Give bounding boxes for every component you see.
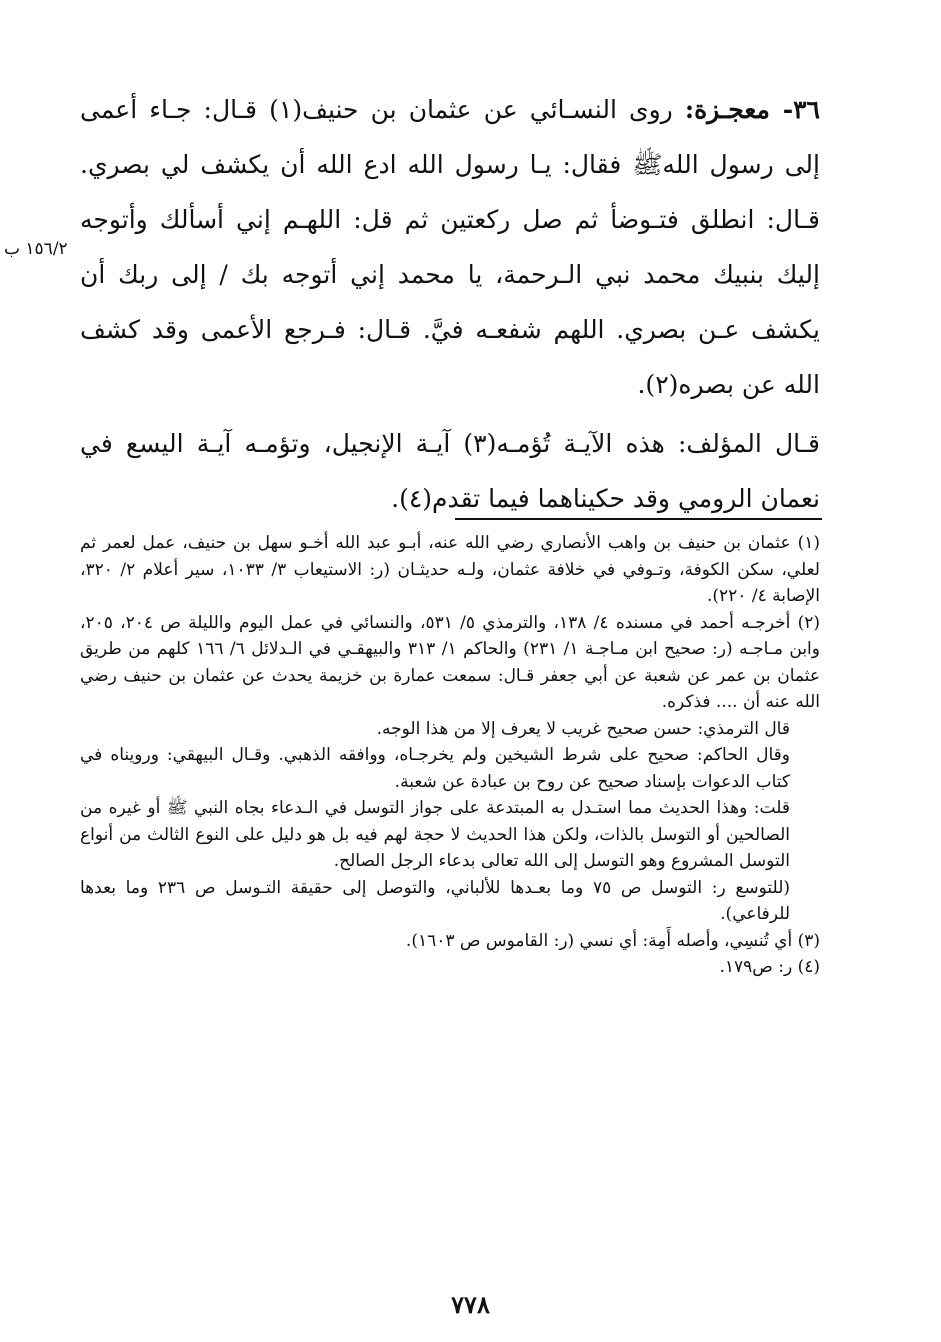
page-number: ٧٧٨ [451,1290,490,1319]
footnote-2: (٢) أخرجـه أحمد في مسنده ٤/ ١٣٨، والترمذي ٥/ ٥٣١، والنسائي في عمل اليوم والليلة ص ٢٠٤، ٢٠٥، وابن مـاجـه (ر: صحيح ابن مـاجـة ١/ ٢٣١) والحاكم ١/ ٣١٣ والبيهقـي في الـدلائل ٦/ ١٦٦ كلهم من طريق عثمان بن عمر عن شعبة عن أبي جعفر قـال: سمعت عمارة بن خزيمة يحدث عن عثمان بن حنيف رضي الله عنه أن .... فذكره. [80,612,820,712]
paragraph-miracle-36 [80,82,820,412]
footnotes [80,530,820,981]
footnote-4: (٤) ر: ص١٧٩. [719,957,820,977]
paragraph-body: روى النسـائي عن عثمان بن حنيف(١) قـال: جـاء أعمى إلى رسول اللهﷺ فقال: يـا رسول الله ادع الله أن يكشف لي بصري. قـال: انطلق فتـوضأ ثم صل ركعتين ثم قل: اللهـم إني أسألك وأتوجه إليك بنبيك محمد نبي الـرحمة، يا محمد إني أتوجه بك / إلى ربك أن يكشف عـن بصري. اللهم شفعـه فيَّ. قـال: فـرجع الأعمى وقد كشف الله عن بصره(٢). [80,95,820,399]
footnote-divider [455,518,822,520]
author-comment-paragraph: قـال المؤلف: هذه الآيـة تُؤمـه(٣) آيـة الإنجيل، وتؤمـه آيـة اليسع في نعمان الرومي وقد حكيناهما فيما تقدم(٤). [80,429,820,513]
footnote-2-tirmidhi: قال الترمذي: حسن صحيح غريب لا يعرف إلا من هذا الوجه. [376,718,790,739]
footnote-2-hakim: وقال الحاكم: صحيح على شرط الشيخين ولم يخرجـاه، ووافقه الذهبي. وقـال البيهقي: ورويناه في كتاب الدعوات بإسناد صحيح عن روح بن عبادة عن شعبة. [80,745,790,792]
footnote-2-further-reading: (للتوسع ر: التوسل ص ٧٥ وما بعـدها للألباني، والتوصل إلى حقيقة التـوسل ص ٢٣٦ وما بعدها للرفاعي). [80,877,791,924]
footnote-2-comment: قلت: وهذا الحديث مما استـدل به المبتدعة على جواز التوسل في الـدعاء بجاه النبي ﷺ أو غيره من الصالحين أو التوسل بالذات، ولكن هذا الحديث لا حجة لهم فيه بل هو دليل على النوع الثالث من أنواع التوسل المشروع وهو التوسل إلى الله تعالى بدعاء الرجل الصالح. [80,798,790,871]
footnote-1: (١) عثمان بن حنيف بن واهب الأنصاري رضي الله عنه، أبـو عبد الله أخـو سهل بن حنيف، عمل لعمر ثم لعلي، سكن الكوفة، وتـوفي في خلافة عثمان، ولـه حديثـان (ر: الاستيعاب ٣/ ١٠٣٣، سير أعلام ٢/ ٣٢٠، الإصابة ٤/ ٢٢٠). [80,533,820,606]
footnote-3: (٣) أي تُنسِي، وأصله أَمِة: أي نسي (ر: القاموس ص ١٦٠٣). [405,930,820,951]
main-text [80,82,820,526]
section-heading: ٣٦- معجـزة: [684,95,820,124]
marginal-manuscript-reference: ١٥٦/٢ ب [4,239,68,259]
